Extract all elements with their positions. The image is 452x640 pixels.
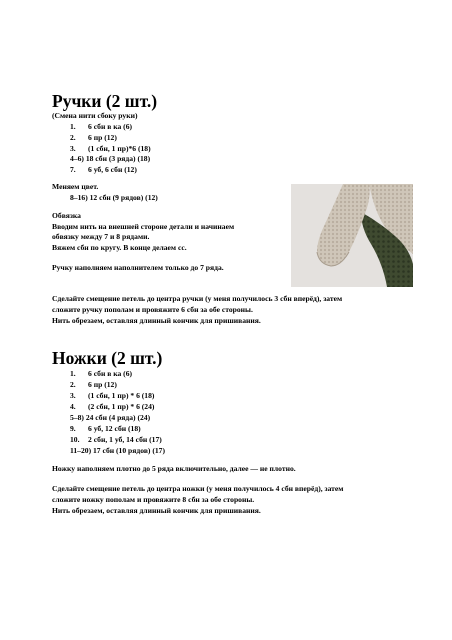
arms-color-change: Меняем цвет. <box>52 182 99 191</box>
legs-offset-line: сложите ножку пополам и провяжите 8 сбн за обе стороны. <box>52 495 255 504</box>
arms-stuffing-note: Ручку наполняем наполнителем только до 7 ряда. <box>52 263 224 272</box>
arms-offset-line: Нить обрезаем, оставляя длинный кончик для пришивания. <box>52 316 261 325</box>
arms-row-num: 3. <box>70 144 76 153</box>
arms-row: 4–6) 18 сбн (3 ряда) (18) <box>70 154 151 163</box>
legs-row: 6 пр (12) <box>88 380 117 389</box>
legs-stuffing-note: Ножку наполняем плотно до 5 ряда включительно, далее — не плотно. <box>52 464 296 473</box>
legs-offset-line: Нить обрезаем, оставляя длинный кончик для пришивания. <box>52 506 261 515</box>
legs-row: 2 сбн, 1 уб, 14 сбн (17) <box>88 435 162 444</box>
legs-offset-line: Сделайте смещение петель до центра ножки (у меня получилось 4 сбн вперёд), затем <box>52 484 344 493</box>
arms-subtitle: (Смена нити сбоку руки) <box>52 111 138 120</box>
arms-offset-line: Сделайте смещение петель до центра ручки (у меня получилось 3 сбн вперёд), затем <box>52 294 343 303</box>
legs-row-num: 4. <box>70 402 76 411</box>
arm-photo <box>291 184 413 287</box>
legs-row-num: 9. <box>70 424 76 433</box>
arms-row: (1 сбн, 1 пр)*6 (18) <box>88 144 151 153</box>
legs-row-num: 2. <box>70 380 76 389</box>
legs-row: 6 сбн в ка (6) <box>88 369 133 378</box>
legs-row: 11–20) 17 сбн (10 рядов) (17) <box>70 446 165 455</box>
arms-color-row: 8–16) 12 сбн (9 рядов) (12) <box>70 193 158 202</box>
legs-title: Ножки (2 шт.) <box>52 348 163 368</box>
arms-binding-line: Вяжем сбн по кругу. В конце делаем сс. <box>52 243 187 252</box>
legs-row-num: 10. <box>70 435 80 444</box>
arms-binding-line: обвязку между 7 и 8 рядами. <box>52 232 150 241</box>
arms-row-num: 1. <box>70 122 76 131</box>
legs-row: 6 уб, 12 сбн (18) <box>88 424 141 433</box>
legs-row: (2 сбн, 1 пр) * 6 (24) <box>88 402 155 411</box>
crochet-arm-illustration <box>291 184 413 287</box>
arms-offset-line: сложите ручку пополам и провяжите 6 сбн за обе стороны. <box>52 305 253 314</box>
legs-row: (1 сбн, 1 пр) * 6 (18) <box>88 391 155 400</box>
legs-row-num: 1. <box>70 369 76 378</box>
legs-row: 5–8) 24 сбн (4 ряда) (24) <box>70 413 151 422</box>
arms-row: 6 сбн в ка (6) <box>88 122 133 131</box>
arms-row: 6 уб, 6 сбн (12) <box>88 165 137 174</box>
legs-row-num: 3. <box>70 391 76 400</box>
arms-binding-line: Вводим нить на внешней стороне детали и начинаем <box>52 222 235 231</box>
arms-binding-title: Обвязка <box>52 211 81 220</box>
arms-title: Ручки (2 шт.) <box>52 91 158 111</box>
arms-row-num: 7. <box>70 165 76 174</box>
arms-row-num: 2. <box>70 133 76 142</box>
arms-row: 6 пр (12) <box>88 133 117 142</box>
